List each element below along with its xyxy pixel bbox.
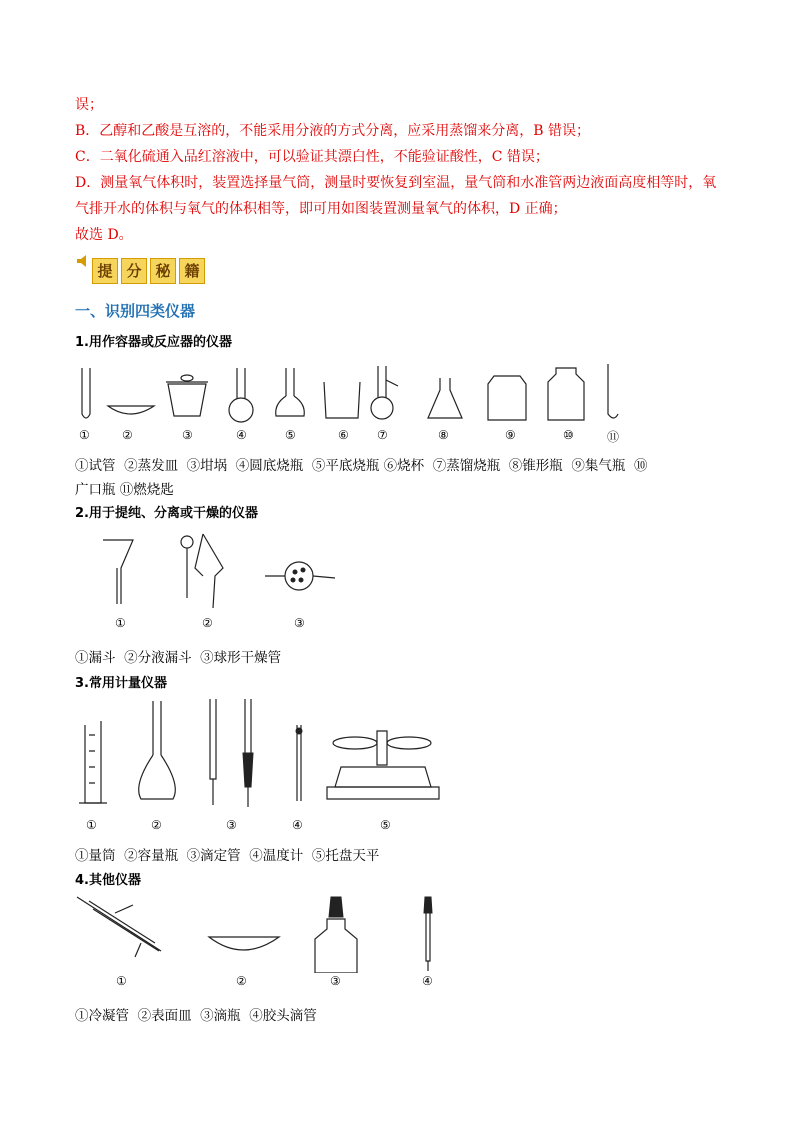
badge-char: 籍 xyxy=(179,258,205,284)
g1-num: ⑥ xyxy=(338,428,349,442)
answer-line-3: C．二氧化硫通入品红溶液中，可以验证其漂白性，不能验证酸性，C 错误； xyxy=(75,149,549,165)
g4-num: ④ xyxy=(422,974,433,988)
g1-num: ③ xyxy=(182,428,193,442)
group3-illustration xyxy=(75,695,455,813)
group1-title: 1.用作容器或反应器的仪器 xyxy=(75,335,232,350)
g1-num: ④ xyxy=(236,428,247,442)
group2-illustration xyxy=(95,528,355,610)
g3-num: ③ xyxy=(226,818,237,832)
group4-caption: ①冷凝管 ②表面皿 ③滴瓶 ④胶头滴管 xyxy=(75,1008,317,1024)
badge-char: 分 xyxy=(121,258,147,284)
g2-num: ① xyxy=(115,616,126,630)
tips-badge xyxy=(92,258,205,284)
g4-num: ① xyxy=(116,974,127,988)
g1-num: ⑦ xyxy=(377,428,388,442)
g4-num: ③ xyxy=(330,974,341,988)
answer-line-1: 误； xyxy=(75,97,103,113)
g1-num: ⑧ xyxy=(438,428,449,442)
badge-char: 提 xyxy=(92,258,118,284)
answer-line-2: B．乙醇和乙酸是互溶的，不能采用分液的方式分离，应采用蒸馏来分离，B 错误； xyxy=(75,123,591,139)
g2-num: ③ xyxy=(294,616,305,630)
group1-illustration xyxy=(70,358,640,428)
group4-illustration xyxy=(75,893,455,973)
answer-line-4: D．测量氧气体积时，装置选择量气筒，测量时要恢复到室温，量气筒和水准管两边液面高度相等时，氧 xyxy=(75,175,717,191)
g1-num: ⑤ xyxy=(285,428,296,442)
g3-num: ② xyxy=(151,818,162,832)
group3-title: 3.常用计量仪器 xyxy=(75,676,167,691)
badge-char: 秘 xyxy=(150,258,176,284)
g3-num: ① xyxy=(86,818,97,832)
answer-line-6: 故选 D。 xyxy=(75,227,133,243)
group1-caption-2: 广口瓶 ⑪燃烧匙 xyxy=(75,482,174,498)
g1-num: ⑪ xyxy=(607,430,620,444)
g4-num: ② xyxy=(236,974,247,988)
g1-num: ⑨ xyxy=(505,428,516,442)
group2-caption: ①漏斗 ②分液漏斗 ③球形干燥管 xyxy=(75,650,282,666)
group2-title: 2.用于提纯、分离或干燥的仪器 xyxy=(75,506,258,521)
g3-num: ④ xyxy=(292,818,303,832)
g2-num: ② xyxy=(202,616,213,630)
speaker-icon xyxy=(76,254,90,268)
g1-num: ② xyxy=(122,428,133,442)
group4-title: 4.其他仪器 xyxy=(75,873,141,888)
answer-line-5: 气排开水的体积与氧气的体积相等，即可用如图装置测量氧气的体积，D 正确； xyxy=(75,201,567,217)
g1-num: ⑩ xyxy=(563,428,574,442)
g1-num: ① xyxy=(79,428,90,442)
g3-num: ⑤ xyxy=(380,818,391,832)
section-title: 一、识别四类仪器 xyxy=(75,302,196,320)
group3-caption: ①量筒 ②容量瓶 ③滴定管 ④温度计 ⑤托盘天平 xyxy=(75,848,380,864)
group1-caption-1: ①试管 ②蒸发皿 ③坩埚 ④圆底烧瓶 ⑤平底烧瓶 ⑥烧杯 ⑦蒸馏烧瓶 ⑧锥形瓶 ⑨集气瓶 ⑩ xyxy=(75,458,648,474)
